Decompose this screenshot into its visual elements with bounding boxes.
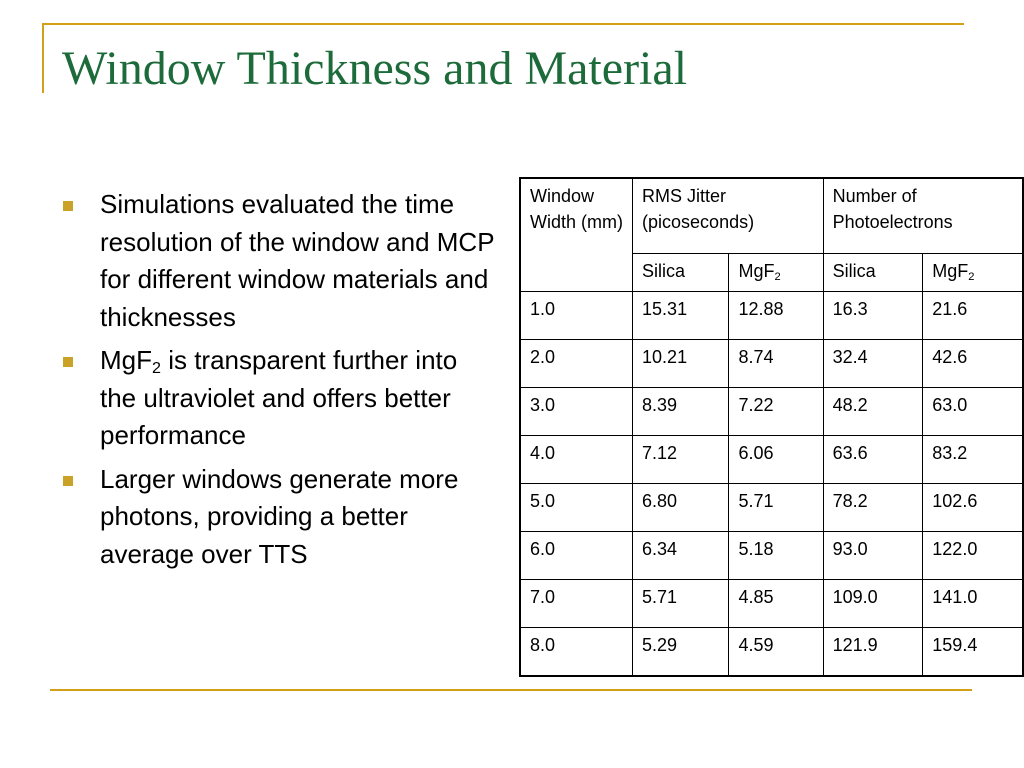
cell-photoelectrons-mgf2: 102.6 xyxy=(923,484,1023,532)
table-body xyxy=(520,292,1023,677)
bullet-list xyxy=(60,186,500,579)
cell-photoelectrons-silica: 109.0 xyxy=(823,580,923,628)
cell-photoelectrons-mgf2: 42.6 xyxy=(923,340,1023,388)
bullet-item xyxy=(60,186,500,336)
cell-jitter-mgf2: 8.74 xyxy=(729,340,823,388)
bullet-text: Simulations evaluated the time resolution of the window and MCP for different window materials and thicknesses xyxy=(100,189,495,332)
cell-window-width: 1.0 xyxy=(520,292,633,340)
table-row xyxy=(520,436,1023,484)
table-row xyxy=(520,532,1023,580)
subheader-silica: Silica xyxy=(633,254,729,292)
cell-photoelectrons-mgf2: 21.6 xyxy=(923,292,1023,340)
header-rms-jitter: RMS Jitter (picoseconds) xyxy=(633,178,824,254)
cell-photoelectrons-mgf2: 122.0 xyxy=(923,532,1023,580)
header-photoelectrons: Number of Photoelectrons xyxy=(823,178,1023,254)
cell-photoelectrons-mgf2: 141.0 xyxy=(923,580,1023,628)
table-row xyxy=(520,340,1023,388)
cell-jitter-mgf2: 7.22 xyxy=(729,388,823,436)
cell-jitter-silica: 5.71 xyxy=(633,580,729,628)
subheader-mgf2 xyxy=(729,254,823,292)
subheader-mgf2-base: MgF xyxy=(738,261,775,281)
bullet-text-subscript: 2 xyxy=(152,359,161,378)
table-row xyxy=(520,388,1023,436)
cell-jitter-silica: 8.39 xyxy=(633,388,729,436)
cell-photoelectrons-mgf2: 159.4 xyxy=(923,628,1023,677)
cell-jitter-silica: 5.29 xyxy=(633,628,729,677)
subheader-mgf2-sub: 2 xyxy=(968,270,975,283)
table-row xyxy=(520,628,1023,677)
bullet-text: Larger windows generate more photons, providing a better average over TTS xyxy=(100,463,459,569)
subheader-mgf2 xyxy=(923,254,1023,292)
cell-jitter-silica: 7.12 xyxy=(633,436,729,484)
cell-photoelectrons-mgf2: 63.0 xyxy=(923,388,1023,436)
bullet-item xyxy=(60,342,500,455)
cell-jitter-silica: 10.21 xyxy=(633,340,729,388)
cell-window-width: 6.0 xyxy=(520,532,633,580)
subheader-mgf2-base: MgF xyxy=(932,261,969,281)
cell-photoelectrons-mgf2: 83.2 xyxy=(923,436,1023,484)
results-table xyxy=(519,177,1024,677)
cell-jitter-mgf2: 4.85 xyxy=(729,580,823,628)
slide-title: Window Thickness and Material xyxy=(62,42,688,95)
square-bullet-icon xyxy=(63,476,73,486)
cell-jitter-mgf2: 5.71 xyxy=(729,484,823,532)
cell-window-width: 4.0 xyxy=(520,436,633,484)
cell-photoelectrons-silica: 121.9 xyxy=(823,628,923,677)
bullet-text-suffix: is transparent further into the ultraviolet and offers better performance xyxy=(100,345,458,450)
cell-photoelectrons-silica: 78.2 xyxy=(823,484,923,532)
square-bullet-icon xyxy=(63,201,73,211)
table-row xyxy=(520,580,1023,628)
bullet-text-prefix: MgF xyxy=(100,345,152,375)
cell-jitter-mgf2: 5.18 xyxy=(729,532,823,580)
cell-photoelectrons-silica: 16.3 xyxy=(823,292,923,340)
square-bullet-icon xyxy=(63,357,73,367)
top-rule xyxy=(42,23,964,25)
cell-jitter-silica: 15.31 xyxy=(633,292,729,340)
cell-photoelectrons-silica: 32.4 xyxy=(823,340,923,388)
cell-jitter-mgf2: 12.88 xyxy=(729,292,823,340)
subheader-mgf2-sub: 2 xyxy=(774,270,781,283)
bullet-item xyxy=(60,461,500,574)
cell-jitter-silica: 6.34 xyxy=(633,532,729,580)
table-row xyxy=(520,484,1023,532)
cell-window-width: 2.0 xyxy=(520,340,633,388)
table-header-row xyxy=(520,178,1023,254)
cell-photoelectrons-silica: 93.0 xyxy=(823,532,923,580)
header-window-width: Window Width (mm) xyxy=(520,178,633,292)
cell-window-width: 8.0 xyxy=(520,628,633,677)
cell-jitter-mgf2: 4.59 xyxy=(729,628,823,677)
cell-jitter-mgf2: 6.06 xyxy=(729,436,823,484)
cell-jitter-silica: 6.80 xyxy=(633,484,729,532)
cell-window-width: 7.0 xyxy=(520,580,633,628)
subheader-silica: Silica xyxy=(823,254,923,292)
cell-window-width: 5.0 xyxy=(520,484,633,532)
cell-window-width: 3.0 xyxy=(520,388,633,436)
table-row xyxy=(520,292,1023,340)
cell-photoelectrons-silica: 63.6 xyxy=(823,436,923,484)
cell-photoelectrons-silica: 48.2 xyxy=(823,388,923,436)
left-rule xyxy=(42,23,44,93)
bottom-rule xyxy=(50,689,972,691)
